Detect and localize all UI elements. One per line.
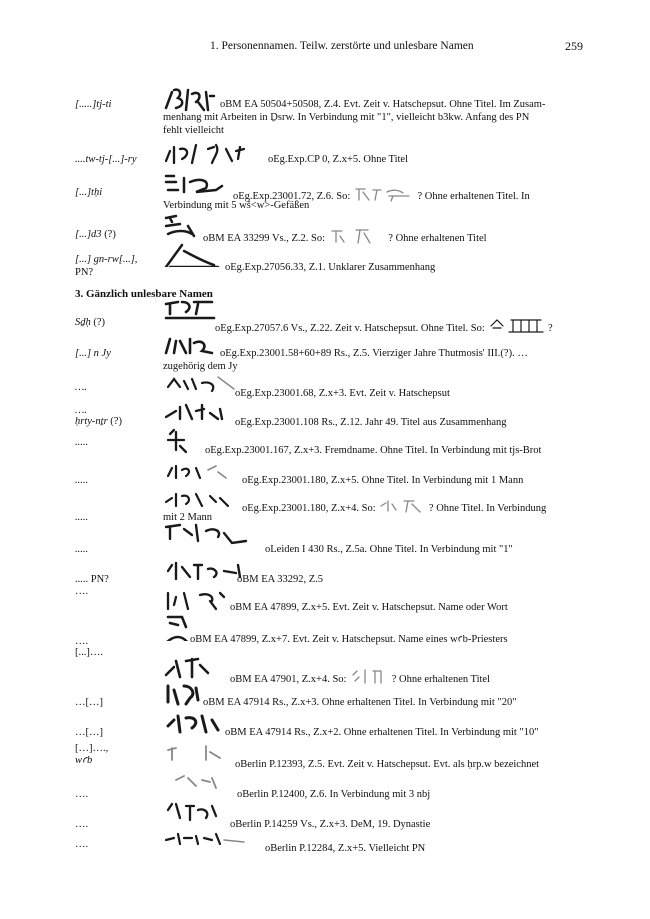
comparison-hieroglyph-image xyxy=(353,186,415,202)
entry-name-line2: [...]…. xyxy=(75,647,103,658)
entry-name: …. xyxy=(75,382,87,393)
entry-description: oBM EA 47914 Rs., Z.x+3. Ohne erhaltenen Titel. In Verbindung mit "20" xyxy=(203,697,517,708)
entry-name-line2: wꜥb xyxy=(75,755,93,766)
entry-name: Sḏḥ (?) xyxy=(75,317,106,328)
entry-name: [...]tḥi xyxy=(75,187,103,198)
entry-description: oBerlin P.12400, Z.6. In Verbindung mit 3 nbj xyxy=(237,789,431,800)
entry-name-line2: PN? xyxy=(75,267,94,278)
entry-name: …[…] xyxy=(75,727,103,738)
entry-description: oBM EA 47899, Z.x+7. Evt. Zeit v. Hatschepsut. Name eines wꜥb-Priesters xyxy=(190,634,508,645)
entry-description: oBerlin P.14259 Vs., Z.x+3. DeM, 19. Dynastie xyxy=(230,819,431,830)
entry-description: oBM EA 50504+50508, Z.4. Evt. Zeit v. Hatschepsut. Ohne Titel. Im Zusam- xyxy=(220,99,546,110)
hieratic-glyph-image xyxy=(162,84,217,112)
comparison-hieroglyph-image xyxy=(328,228,386,244)
entry-name: …. xyxy=(75,839,89,850)
hieratic-glyph-image xyxy=(162,587,232,615)
entry-description-line2: Verbindung mit 5 wš<w>-Gefäßen xyxy=(163,200,310,211)
hieratic-glyph-image xyxy=(162,653,217,681)
hieratic-glyph-image xyxy=(162,333,217,361)
entry-description-line3: fehlt vielleicht xyxy=(163,125,224,136)
entry-name: …. xyxy=(75,819,89,830)
entry-description: oEg.Exp.23001.72, Z.6. So: ? Ohne erhaltenen Titel. In xyxy=(233,186,530,203)
hieratic-glyph-image xyxy=(162,141,262,169)
page-number: 259 xyxy=(565,39,583,53)
hieratic-glyph-image xyxy=(162,740,237,768)
entry-description: oEg.Exp.23001.180, Z.x+5. Ohne Titel. In Verbindung mit 1 Mann xyxy=(242,475,524,486)
hieratic-glyph-image xyxy=(162,239,222,267)
entry-description: oBM EA 33292, Z.5 xyxy=(237,574,324,585)
entry-description: oEg.Exp.23001.108 Rs., Z.12. Jahr 49. Titel aus Zusammenhang xyxy=(235,417,507,428)
entry-description: oEg.Exp.23001.167, Z.x+3. Fremdname. Ohne Titel. In Verbindung mit tjs-Brot xyxy=(205,445,542,456)
entry-name: [...] gn-rw[...], xyxy=(75,254,138,265)
entry-name: …[…] xyxy=(75,697,103,708)
entry-name: ....tw-tj-[...]-ry xyxy=(75,154,137,165)
entry-description: oBerlin P.12284, Z.x+5. Vielleicht PN xyxy=(265,843,426,854)
hieratic-glyph-image xyxy=(162,460,237,488)
entry-name: [...] n Jy xyxy=(75,348,111,359)
hieratic-glyph-image xyxy=(162,770,232,798)
running-header: 1. Personennamen. Teilw. zerstörte und unlesbare Namen xyxy=(210,40,474,52)
entry-name: ..... xyxy=(75,475,89,486)
entry-name: ..... PN? xyxy=(75,574,109,585)
entry-description: oBM EA 47914 Rs., Z.x+2. Ohne erhaltenen Titel. In Verbindung mit "10" xyxy=(225,727,539,738)
entry-name-line2: ḥrty-nṯr (?) xyxy=(75,416,122,427)
entry-name: [...]d3 (?) xyxy=(75,229,116,240)
entry-name: …. xyxy=(75,636,89,647)
entry-description: oBM EA 47899, Z.x+5. Evt. Zeit v. Hatschepsut. Name oder Wort xyxy=(230,602,508,613)
hieratic-glyph-image xyxy=(162,168,227,196)
hieratic-glyph-image xyxy=(162,399,232,427)
entry-description: oEg.Exp.27057.6 Vs., Z.22. Zeit v. Hatschepsut. Ohne Titel. So: ? xyxy=(215,316,553,335)
hieratic-glyph-image xyxy=(162,559,244,587)
hieratic-glyph-image xyxy=(162,710,227,738)
hieratic-glyph-image xyxy=(162,371,242,399)
entry-description: oEg.Exp.27056.33, Z.1. Unklarer Zusammenhang xyxy=(225,262,436,273)
entry-description: oBerlin P.12393, Z.5. Evt. Zeit v. Hatschepsut. Evt. als ḥrp.w bezeichnet xyxy=(235,759,540,770)
entry-description-line2: zugehörig dem Jy xyxy=(163,361,238,372)
entry-description: oBM EA 47901, Z.x+4. So: ? Ohne erhaltenen Titel xyxy=(230,667,490,686)
entry-name: …. xyxy=(75,789,89,800)
entry-name: ..... xyxy=(75,544,89,555)
comparison-hieroglyph-image xyxy=(349,667,389,685)
entry-name-line2: …. xyxy=(75,586,89,597)
entry-name: …. xyxy=(75,405,87,416)
hieratic-glyph-image xyxy=(162,212,207,240)
entry-name: ..... xyxy=(75,437,89,448)
entry-description: oEg.Exp.23001.58+60+89 Rs., Z.5. Vierziger Jahre Thutmosis' III.(?). … xyxy=(220,348,528,359)
entry-description: oEg.Exp.23001.180, Z.x+4. So: ? Ohne Titel. In Verbindung xyxy=(242,498,546,515)
entry-name: […]…., xyxy=(75,743,109,754)
entry-description: oEg.Exp.23001.68, Z.x+3. Evt. Zeit v. Hatschepsut xyxy=(235,388,450,399)
comparison-hieroglyph-image xyxy=(378,498,426,514)
hieratic-glyph-image xyxy=(162,298,217,326)
entry-description: oBM EA 33299 Vs., Z.2. So: ? Ohne erhaltenen Titel xyxy=(203,228,487,245)
entry-name: [.....]tj-ti xyxy=(75,99,112,110)
entry-description: oLeiden I 430 Rs., Z.5a. Ohne Titel. In Verbindung mit "1" xyxy=(265,544,513,555)
hieratic-glyph-image xyxy=(162,680,207,708)
section-title: 3. Gänzlich unlesbare Namen xyxy=(75,288,213,300)
hieratic-glyph-image xyxy=(162,798,227,826)
entry-name: ..... xyxy=(75,512,89,523)
entry-description-line2: menhang mit Arbeiten in Ḏsrw. In Verbindung mit "1", vielleicht b3kw. Anfang des PN xyxy=(163,112,530,123)
entry-description: oEg.Exp.CP 0, Z.x+5. Ohne Titel xyxy=(268,154,409,165)
entry-description-line2: mit 2 Mann xyxy=(163,512,212,523)
hieratic-glyph-image xyxy=(162,521,257,549)
comparison-hieroglyph-image xyxy=(487,316,545,334)
hieratic-glyph-image xyxy=(162,828,252,856)
hieratic-glyph-image xyxy=(162,426,202,454)
